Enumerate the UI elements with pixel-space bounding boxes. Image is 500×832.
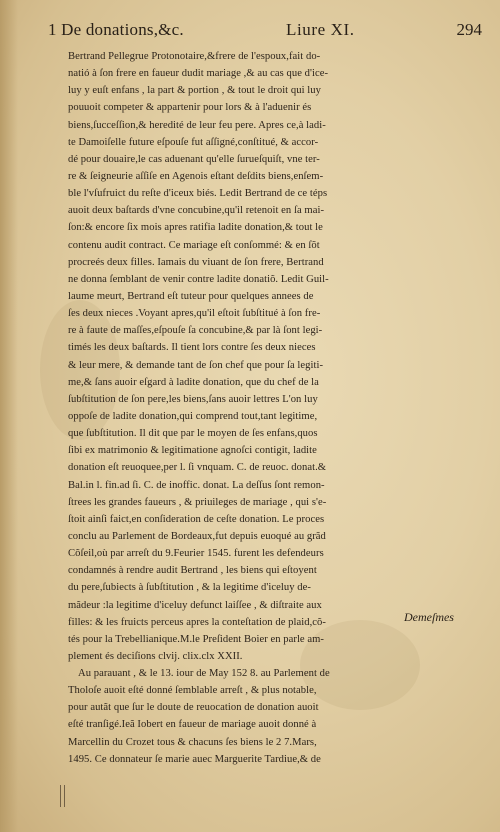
text-line: filles: & les fruicts perceus apres la conteſtation de plaid,cõ- bbox=[68, 616, 326, 628]
text-line: eſté tranſigé.Ieã Iobert en faueur de mariage auoit donné à bbox=[68, 719, 317, 731]
text-line: condamnés à rendre audit Bertrand , les biens qui eſtoyent bbox=[68, 565, 317, 577]
text-line: Cõſeil,où par arreſt du 9.Feurier 1545. furent les defendeurs bbox=[68, 548, 324, 560]
text-line: ne donna ſemblant de venir contre ladite donatiõ. Ledit Guil- bbox=[68, 273, 329, 285]
text-line: Marcellin du Crozet tous & chacuns ſes biens le 2 7.Mars, bbox=[68, 736, 317, 748]
text-line: procreés deux filles. Iamais du viuant de ſon frere, Bertrand bbox=[68, 256, 324, 268]
text-line: Tholoſe auoit eſté donné ſemblable arreſt , & plus notable, bbox=[68, 685, 317, 697]
text-line: pour autãt que ſur le doute de reuocation de donation auoit bbox=[68, 702, 319, 714]
text-line: re & ſeigneurie aſſiſe en Agenois eſtant deſdits biens,enſem- bbox=[68, 170, 324, 182]
text-line: Bertrand Pellegrue Protonotaire,&frere de l'espoux,fait do- bbox=[68, 51, 321, 62]
text-line: pouuoit competer & appartenir pour lors & à l'aduenir és bbox=[68, 102, 312, 114]
text-line: laume meurt, Bertrand eſt tuteur pour quelques annees de bbox=[68, 290, 314, 302]
text-line: biens,ſucceſſion,& heredité de leur feu pere. Apres ce,à ladi- bbox=[68, 119, 326, 131]
text-line: re à faute de maſſes,eſpouſe ſa concubine,& par là ſont legi- bbox=[68, 325, 323, 337]
text-line: donation eſt reuoquee,per l. ſi vnquam. C. de reuoc. donat.& bbox=[68, 462, 327, 474]
text-line: conclu au Parlement de Bordeaux,fut depuis euoqué au grãd bbox=[68, 530, 326, 542]
text-line: luy y euſt enfans , la part & portion , & tout le droit qui luy bbox=[68, 85, 321, 97]
text-line: ſtoit ainſi faict,en conſideration de ceſte donation. Le proces bbox=[68, 513, 325, 525]
text-line: te Damoiſelle future eſpouſe fut aſſigné,conſtitué, & accor- bbox=[68, 136, 319, 148]
text-line: ble l'vſufruict du reſte d'iceux biés. Ledit Bertrand de ce téps bbox=[68, 188, 328, 200]
text-line: Au parauant , & le 13. iour de May 152 8. au Parlement de bbox=[78, 668, 330, 680]
body-text bbox=[68, 48, 400, 768]
text-line: ſibi ex matrimonio & legitimatione agnoſci contigit, ladite bbox=[68, 445, 317, 457]
text-line: mãdeur :la legitime d'iceluy defunct laiſſee , & diſtraite aux bbox=[68, 599, 322, 611]
text-line: que ſubſtitution. Il dit que par le moyen de ſes enfans,quos bbox=[68, 428, 318, 440]
page-header bbox=[48, 20, 482, 44]
text-line: contenu audit contract. Ce mariage eſt conſommé: & en ſõt bbox=[68, 239, 320, 251]
running-head-title: 1 De donations,&c. bbox=[48, 20, 184, 39]
text-line: plement és deciſions clvij. clix.clx XXII. bbox=[68, 650, 243, 662]
text-line: ſon:& encore ſix mois apres ratifia ladite donation,& tout le bbox=[68, 222, 323, 234]
text-line: auoit deux baſtards d'vne concubine,qu'il retenoit en ſa mai- bbox=[68, 205, 325, 217]
text-line: timés les deux baſtards. Il tient lors contre ſes deux nieces bbox=[68, 342, 316, 354]
text-line: natió à ſon frere en faueur dudit mariage ,& au cas que d'ice- bbox=[68, 68, 329, 80]
page-number: 294 bbox=[456, 20, 482, 39]
text-line: Bal.in l. fin.ad ſi. C. de inoffic. donat. La deſſus ſont remon- bbox=[68, 479, 325, 491]
ink-mark bbox=[60, 785, 65, 807]
text-line: oppoſe de ladite donation,qui comprend tout,tant legitime, bbox=[68, 410, 318, 422]
text-line: ſubſtitution de ſon pere,les biens,ſans auoir lettres L'on luy bbox=[68, 393, 318, 405]
text-line: 1495. Ce donnateur ſe marie auec Marguerite Tardiue,& de bbox=[68, 753, 321, 765]
text-line: & leur mere, & demande tant de ſon chef que pour ſa legiti- bbox=[68, 359, 324, 371]
text-line: ſtrees les grandes faueurs , & priuileges de mariage , qui s'e- bbox=[68, 496, 327, 508]
running-head-book: Liure XI. bbox=[286, 20, 355, 39]
text-line: du pere,ſubiects à ſubſtitution , & la legitime d'iceluy de- bbox=[68, 582, 311, 594]
text-line: tés pour la Trebellianique.M.le Preſident Boier en parle am- bbox=[68, 633, 325, 645]
margin-note: Demeſmes bbox=[404, 610, 454, 624]
text-line: ſes deux nieces .Voyant apres,qu'il eſtoit ſubſtitué à ſon fre- bbox=[68, 308, 321, 320]
text-line: me,& ſans auoir eſgard à ladite donation, que du chef de la bbox=[68, 376, 319, 388]
text-line: dé pour douaire,le cas aduenant qu'elle ſurueſquiſt, vne ter- bbox=[68, 153, 320, 165]
